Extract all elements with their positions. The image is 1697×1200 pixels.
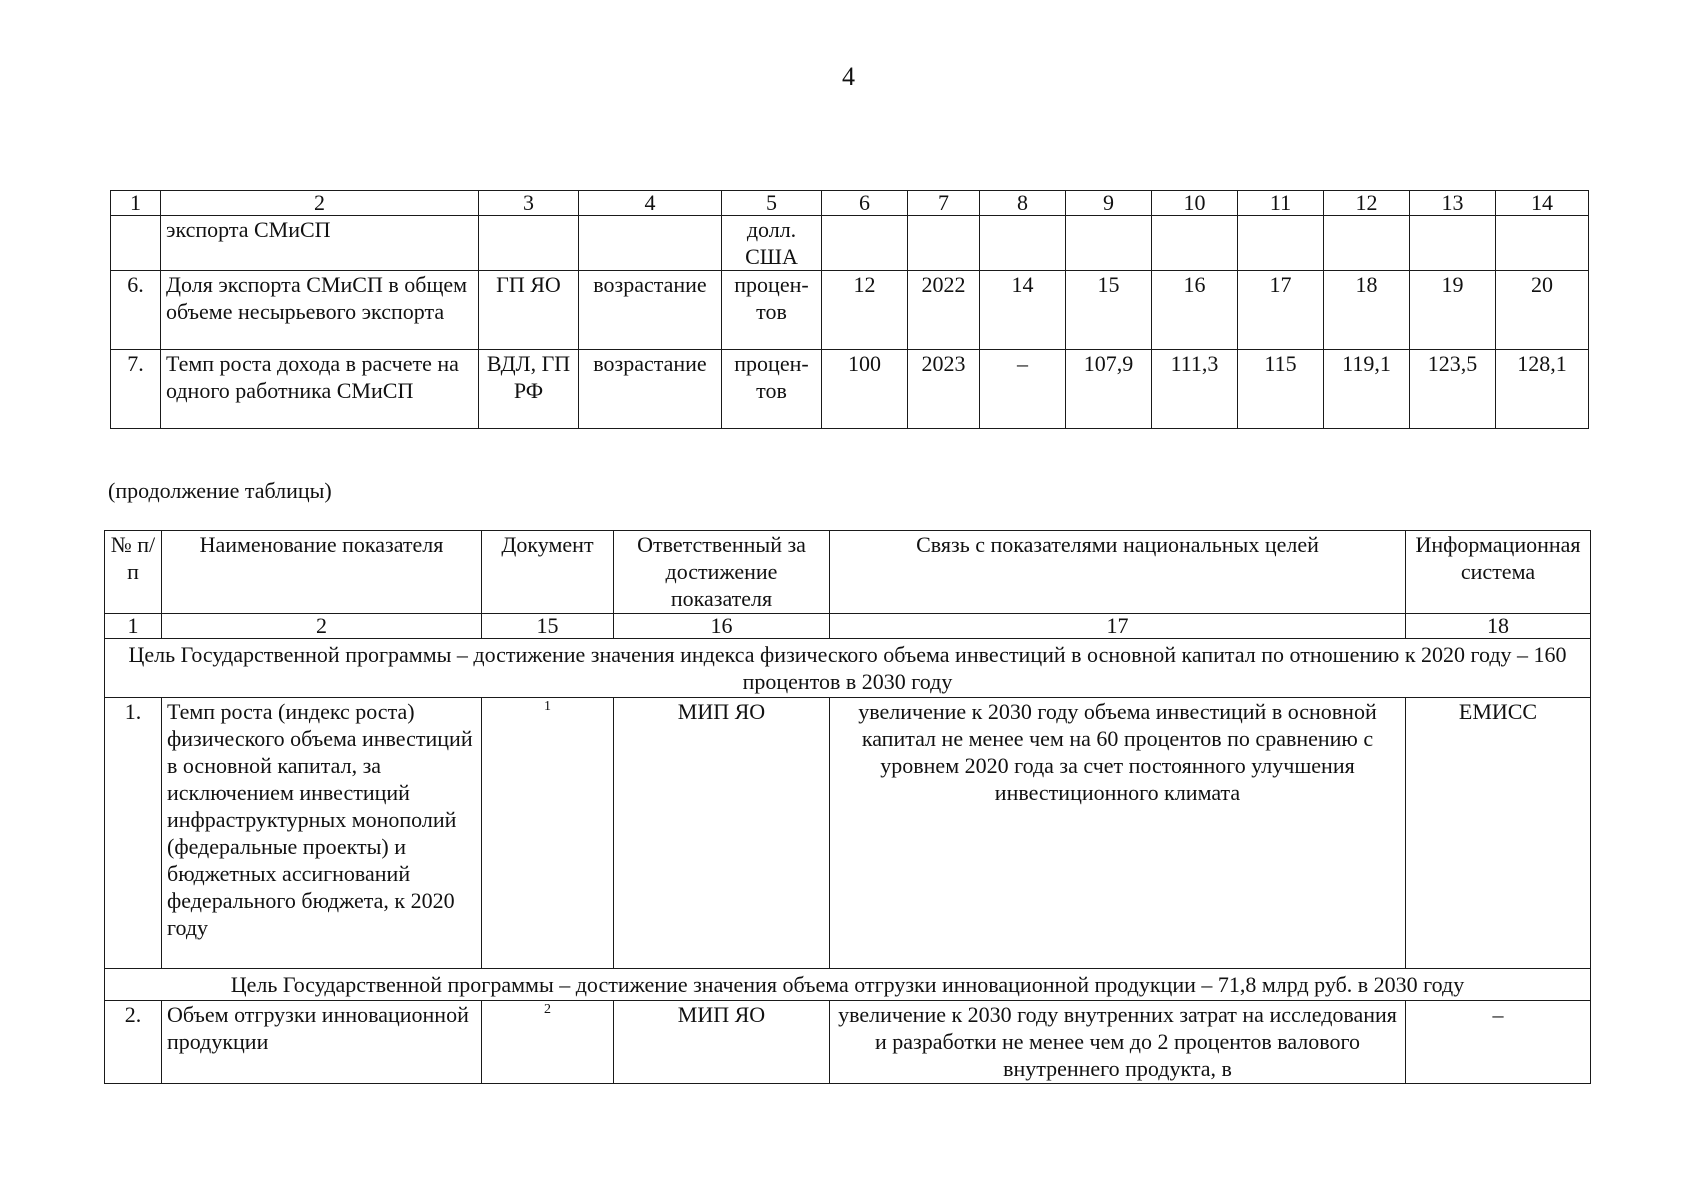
row-number: 2. <box>105 1001 162 1084</box>
table-row <box>111 350 1589 429</box>
value: 128,1 <box>1496 350 1589 429</box>
header-document: Документ <box>482 531 614 614</box>
indicator-name: экспорта СМиСП <box>161 216 479 271</box>
column-number-row <box>111 191 1589 216</box>
header-responsible: Ответственный за достижение показателя <box>614 531 830 614</box>
col-number: 1 <box>111 191 161 216</box>
value: 17 <box>1238 271 1324 350</box>
responsible: МИП ЯО <box>614 698 830 969</box>
col-number: 7 <box>908 191 980 216</box>
goal-text: Цель Государственной программы – достижение значения объема отгрузки инновационной продукции – 71,8 млрд руб. в 2030 году <box>105 969 1591 1001</box>
col-number: 17 <box>830 614 1406 639</box>
value <box>1238 216 1324 271</box>
col-number: 11 <box>1238 191 1324 216</box>
row-number: 6. <box>111 271 161 350</box>
value <box>1152 216 1238 271</box>
col-number: 16 <box>614 614 830 639</box>
goal-row <box>105 969 1591 1001</box>
base-value <box>822 216 908 271</box>
information-system: ЕМИСС <box>1406 698 1591 969</box>
value <box>980 216 1066 271</box>
value <box>1324 216 1410 271</box>
table-row <box>105 698 1591 969</box>
responsible: МИП ЯО <box>614 1001 830 1084</box>
col-number: 12 <box>1324 191 1410 216</box>
trend: возрастание <box>579 350 722 429</box>
value: – <box>980 350 1066 429</box>
header-system: Информационная система <box>1406 531 1591 614</box>
col-number: 13 <box>1410 191 1496 216</box>
indicators-table-part-2 <box>104 530 1591 1084</box>
indicator-name: Объем отгрузки инновационной продукции <box>162 1001 482 1084</box>
document-cell <box>482 1001 614 1084</box>
col-number: 14 <box>1496 191 1589 216</box>
col-number: 4 <box>579 191 722 216</box>
indicator-name: Темп роста дохода в расчете на одного работника СМиСП <box>161 350 479 429</box>
col-number: 10 <box>1152 191 1238 216</box>
value <box>1496 216 1589 271</box>
col-number: 2 <box>162 614 482 639</box>
trend: возрастание <box>579 271 722 350</box>
document <box>479 216 579 271</box>
document-footnote: 2 <box>544 1002 551 1017</box>
col-number: 15 <box>482 614 614 639</box>
value: 111,3 <box>1152 350 1238 429</box>
base-year: 2022 <box>908 271 980 350</box>
indicators-table-part-1 <box>110 190 1589 429</box>
value: 14 <box>980 271 1066 350</box>
col-number: 9 <box>1066 191 1152 216</box>
row-number: 7. <box>111 350 161 429</box>
base-year <box>908 216 980 271</box>
col-number: 18 <box>1406 614 1591 639</box>
value: 115 <box>1238 350 1324 429</box>
table-row <box>105 1001 1591 1084</box>
header-row <box>105 531 1591 614</box>
value: 18 <box>1324 271 1410 350</box>
col-number: 6 <box>822 191 908 216</box>
goal-row <box>105 639 1591 698</box>
column-number-row <box>105 614 1591 639</box>
value: 123,5 <box>1410 350 1496 429</box>
national-goal-link: увеличение к 2030 году объема инвестиций в основной капитал не менее чем на 60 процентов по сравнению с уровнем 2020 года за счет постоянного улучшения инвестиционного климата <box>830 698 1406 969</box>
indicator-name: Доля экспорта СМиСП в общем объеме несырьевого экспорта <box>161 271 479 350</box>
value: 15 <box>1066 271 1152 350</box>
document: ГП ЯО <box>479 271 579 350</box>
header-name: Наименование показателя <box>162 531 482 614</box>
goal-text: Цель Государственной программы – достижение значения индекса физического объема инвестиций в основной капитал по отношению к 2020 году – 160 процентов в 2030 году <box>105 639 1591 698</box>
base-value: 12 <box>822 271 908 350</box>
unit: долл. США <box>722 216 822 271</box>
trend <box>579 216 722 271</box>
unit: процен-тов <box>722 271 822 350</box>
value: 107,9 <box>1066 350 1152 429</box>
header-link: Связь с показателями национальных целей <box>830 531 1406 614</box>
value: 16 <box>1152 271 1238 350</box>
table-row <box>111 271 1589 350</box>
col-number: 5 <box>722 191 822 216</box>
base-value: 100 <box>822 350 908 429</box>
row-number: 1. <box>105 698 162 969</box>
value: 20 <box>1496 271 1589 350</box>
base-year: 2023 <box>908 350 980 429</box>
value: 19 <box>1410 271 1496 350</box>
value <box>1066 216 1152 271</box>
header-no: № п/п <box>105 531 162 614</box>
national-goal-link: увеличение к 2030 году внутренних затрат на исследования и разработки не менее чем до 2 процентов валового внутреннего продукта, в <box>830 1001 1406 1084</box>
row-number <box>111 216 161 271</box>
table-row <box>111 216 1589 271</box>
document-cell <box>482 698 614 969</box>
col-number: 2 <box>161 191 479 216</box>
indicator-name: Темп роста (индекс роста) физического объема инвестиций в основной капитал, за исключением инвестиций инфраструктурных монополий (федеральные проекты) и бюджетных ассигнований федерального бюджета, к 2020 году <box>162 698 482 969</box>
col-number: 1 <box>105 614 162 639</box>
unit: процен-тов <box>722 350 822 429</box>
document: ВДЛ, ГП РФ <box>479 350 579 429</box>
information-system: – <box>1406 1001 1591 1084</box>
value: 119,1 <box>1324 350 1410 429</box>
col-number: 3 <box>479 191 579 216</box>
document-footnote: 1 <box>544 699 551 714</box>
page-number: 4 <box>842 62 855 91</box>
value <box>1410 216 1496 271</box>
col-number: 8 <box>980 191 1066 216</box>
continuation-label: (продолжение таблицы) <box>108 478 332 503</box>
